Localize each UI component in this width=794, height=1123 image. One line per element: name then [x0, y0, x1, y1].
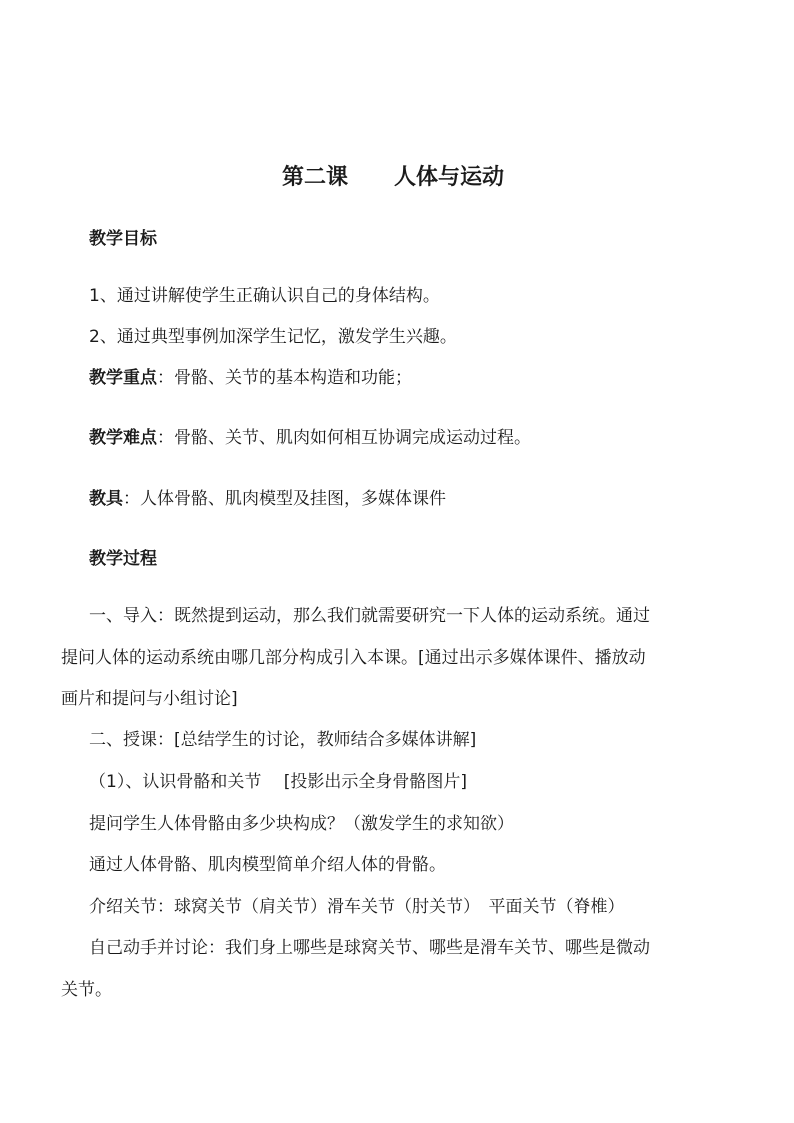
key-points-line — [89, 367, 412, 389]
discussion-line-2: 关节。 — [61, 980, 112, 1000]
teaching-line: 二、授课：[总结学生的讨论，教师结合多媒体讲解] — [89, 730, 477, 750]
goal-item-1: 1、通过讲解使学生正确认识自己的身体结构。 — [89, 286, 440, 306]
title-lesson-number: 第二课 — [282, 165, 349, 190]
subsection-1-line: （1）、认识骨骼和关节 [投影出示全身骨骼图片] — [89, 772, 467, 792]
discussion-line-1: 自己动手并讨论：我们身上哪些是球窝关节、哪些是滑车关节、哪些是微动 — [89, 938, 650, 958]
intro-paragraph-line-2: 提问人体的运动系统由哪几部分构成引入本课。[通过出示多媒体课件、播放动 — [61, 648, 646, 668]
tools-text: ：人体骨骼、肌肉模型及挂图，多媒体课件 — [123, 489, 446, 509]
joints-line: 介绍关节：球窝关节（肩关节）滑车关节（肘关节） 平面关节（脊椎） — [89, 897, 625, 917]
heading-teaching-process: 教学过程 — [89, 549, 157, 569]
title-lesson-name: 人体与运动 — [394, 165, 505, 190]
key-points-label: 教学重点 — [89, 368, 157, 388]
difficulty-text: ：骨骼、关节、肌肉如何相互协调完成运动过程。 — [157, 428, 531, 448]
model-line: 通过人体骨骼、肌肉模型简单介绍人体的骨骼。 — [89, 855, 446, 875]
intro-paragraph-line-1: 一、导入：既然提到运动，那么我们就需要研究一下人体的运动系统。通过 — [89, 606, 650, 626]
tools-line — [89, 488, 446, 510]
key-points-text: ：骨骼、关节的基本构造和功能； — [157, 368, 412, 388]
page-title — [282, 164, 504, 192]
goal-item-2: 2、通过典型事例加深学生记忆，激发学生兴趣。 — [89, 327, 457, 347]
difficulty-line — [89, 427, 531, 449]
heading-teaching-goals: 教学目标 — [89, 229, 157, 249]
tools-label: 教具 — [89, 489, 123, 509]
intro-paragraph-line-3: 画片和提问与小组讨论] — [61, 689, 238, 709]
question-line: 提问学生人体骨骼由多少块构成？（激发学生的求知欲） — [89, 814, 514, 834]
difficulty-label: 教学难点 — [89, 428, 157, 448]
